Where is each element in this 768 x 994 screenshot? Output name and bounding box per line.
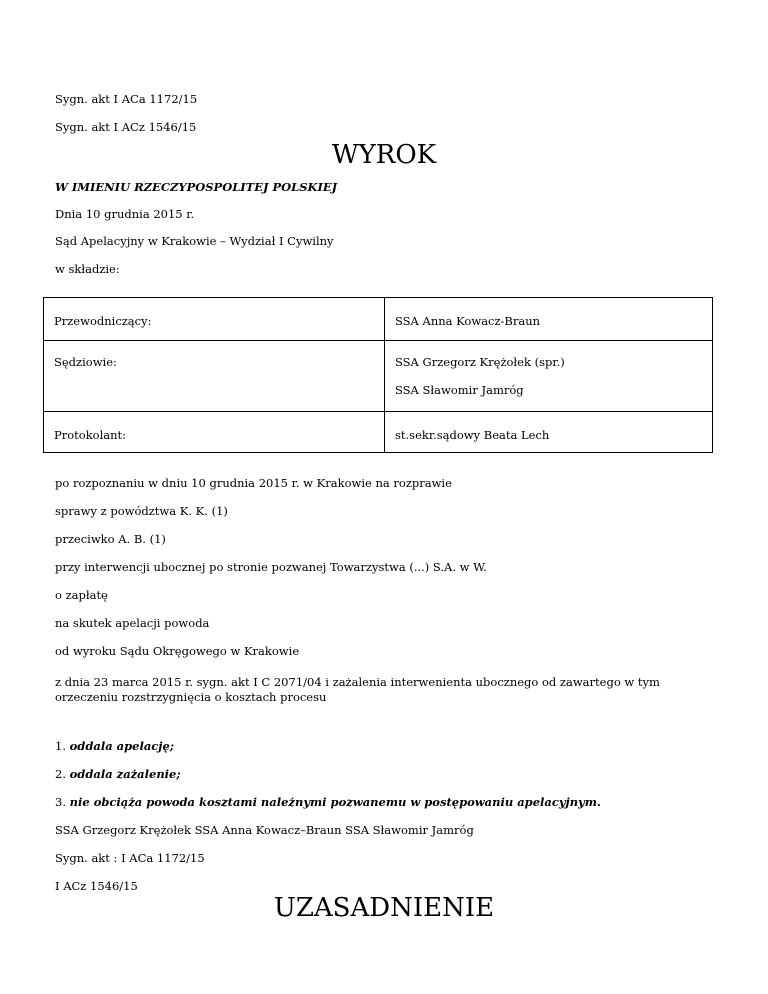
ruling-number: 2. — [55, 767, 66, 781]
judge-name-1: SSA Grzegorz Krężołek (spr.) — [395, 355, 565, 369]
presiding-label: Przewodniczący: — [54, 314, 152, 328]
body-paragraph: przy interwencji ubocznej po stronie pozwanej Towarzystwa (...) S.A. w W. — [55, 560, 487, 574]
ruling-item — [55, 795, 601, 810]
composition-label: w składzie: — [55, 262, 120, 276]
date-line: Dnia 10 grudnia 2015 r. — [55, 207, 195, 221]
ruling-text: oddala zażalenie; — [69, 767, 181, 781]
table-row — [44, 298, 713, 341]
court-line: Sąd Apelacyjny w Krakowie – Wydział I Cywilny — [55, 234, 334, 248]
section-title: UZASADNIENIE — [273, 893, 495, 923]
footer-case-reference-1: Sygn. akt : I ACa 1172/15 — [55, 851, 205, 865]
table-row — [44, 341, 713, 412]
clerk-name: st.sekr.sądowy Beata Lech — [395, 428, 550, 442]
ruling-number: 3. — [55, 795, 66, 809]
body-paragraph: z dnia 23 marca 2015 r. sygn. akt I C 2071/04 i zażalenia interwenienta ubocznego od zawartego w tym orzeczeniu rozstrzygnięcia o kosztach procesu — [55, 675, 660, 704]
case-reference-1: Sygn. akt I ACa 1172/15 — [55, 92, 198, 106]
footer-case-reference-2: I ACz 1546/15 — [55, 879, 138, 893]
body-paragraph: o zapłatę — [55, 588, 108, 602]
judges-label: Sędziowie: — [54, 355, 117, 369]
ruling-text: oddala apelację; — [69, 739, 175, 753]
signatures: SSA Grzegorz Krężołek SSA Anna Kowacz–Braun SSA Sławomir Jamróg — [55, 823, 474, 837]
presiding-name: SSA Anna Kowacz-Braun — [395, 314, 541, 328]
body-paragraph: po rozpoznaniu w dniu 10 grudnia 2015 r. w Krakowie na rozprawie — [55, 476, 452, 490]
composition-table — [43, 297, 713, 453]
ruling-number: 1. — [55, 739, 66, 753]
ruling-item — [55, 739, 174, 754]
body-paragraph: sprawy z powództwa K. K. (1) — [55, 504, 228, 518]
ruling-text: nie obciąża powoda kosztami należnymi pozwanemu w postępowaniu apelacyjnym. — [69, 795, 601, 809]
body-paragraph: na skutek apelacji powoda — [55, 616, 210, 630]
clerk-label: Protokolant: — [54, 428, 127, 442]
body-paragraph: przeciwko A. B. (1) — [55, 532, 166, 546]
case-reference-2: Sygn. akt I ACz 1546/15 — [55, 120, 197, 134]
table-row — [44, 412, 713, 453]
document-subtitle: W IMIENIU RZECZYPOSPOLITEJ POLSKIEJ — [55, 180, 338, 194]
judge-name-2: SSA Sławomir Jamróg — [395, 383, 524, 397]
ruling-item — [55, 767, 181, 782]
body-paragraph: od wyroku Sądu Okręgowego w Krakowie — [55, 644, 300, 658]
document-title: WYROK — [331, 140, 437, 170]
